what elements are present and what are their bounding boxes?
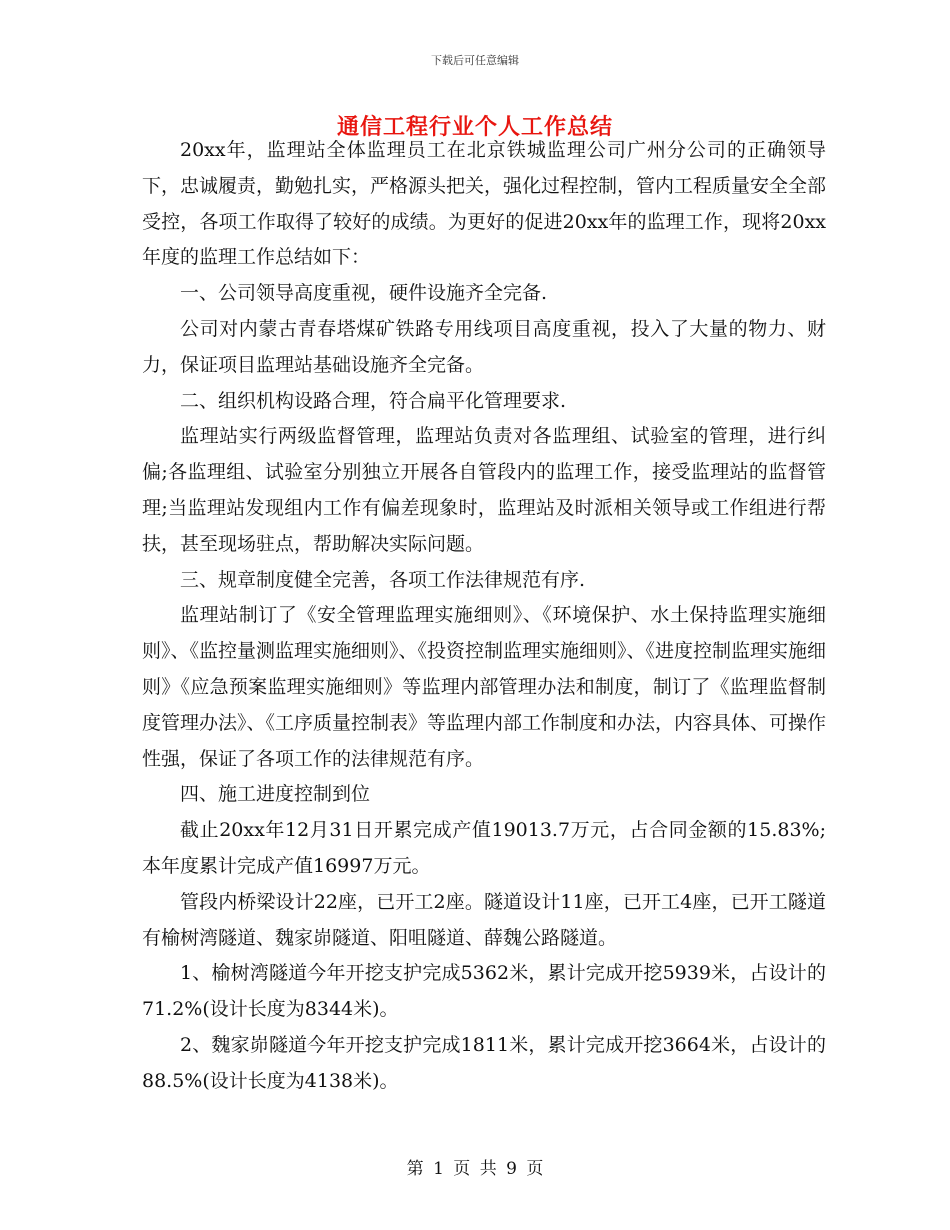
paragraph-section-1: 公司对内蒙古青春塔煤矿铁路专用线项目高度重视，投入了大量的物力、财力，保证项目监理站基础设施齐全完备。 [142, 317, 826, 376]
paragraph-section-3: 监理站制订了《安全管理监理实施细则》、《环境保护、水土保持监理实施细则》、《监控量测监理实施细则》、《投资控制监理实施细则》、《进度控制监理实施细则》《应急预案监理实施细则》等监理内部管理办法和制度，制订了《监理监督制度管理办法》、《工序质量控制表》等监理内部工作制度和办法，内容具体、可操作性强，保证了各项工作的法律规范有序。 [142, 604, 827, 770]
section-heading-3: 三、规章制度健全完善，各项工作法律规范有序. [180, 568, 586, 591]
section-heading-2: 二、组织机构设路合理，符合扁平化管理要求. [180, 389, 567, 412]
paragraph-bridges-tunnels: 管段内桥梁设计22座，已开工2座。隧道设计11座，已开工4座，已开工隧道有榆树湾隧道、魏家峁隧道、阳咀隧道、薛魏公路隧道。 [142, 890, 826, 949]
section-heading-4: 四、施工进度控制到位 [180, 783, 371, 806]
page-footer: 第 1 页 共 9 页 [406, 1159, 544, 1179]
paragraph-intro: 20xx年，监理站全体监理员工在北京铁城监理公司广州分公司的正确领导下，忠诚履责，勤勉扎实，严格源头把关，强化过程控制，管内工程质量安全全部受控，各项工作取得了较好的成绩。为更好的促进20xx年的监理工作，现将20xx年度的监理工作总结如下： [142, 139, 827, 269]
paragraph-output-value: 截止20xx年12月31日开累完成产值19013.7万元，占合同金额的15.83%;本年度累计完成产值16997万元。 [142, 819, 826, 877]
section-heading-1: 一、公司领导高度重视，硬件设施齐全完备. [180, 282, 548, 305]
paragraph-section-2: 监理站实行两级监督管理，监理站负责对各监理组、试验室的管理，进行纠偏;各监理组、试验室分别独立开展各自管段内的监理工作，接受监理站的监督管理;当监理站发现组内工作有偏差现象时，监理站及时派相关领导或工作组进行帮扶，甚至现场驻点，帮助解决实际问题。 [142, 425, 826, 555]
paragraph-tunnel-1: 1、榆树湾隧道今年开挖支护完成5362米，累计完成开挖5939米，占设计的71.2%(设计长度为8344米)。 [142, 962, 826, 1021]
page-header: 下载后可任意编辑 [431, 54, 519, 67]
document-body [142, 133, 826, 1100]
paragraph-tunnel-2: 2、魏家峁隧道今年开挖支护完成1811米，累计完成开挖3664米，占设计的88.5%(设计长度为4138米)。 [142, 1033, 826, 1092]
document-title: 通信工程行业个人工作总结 [336, 114, 613, 140]
